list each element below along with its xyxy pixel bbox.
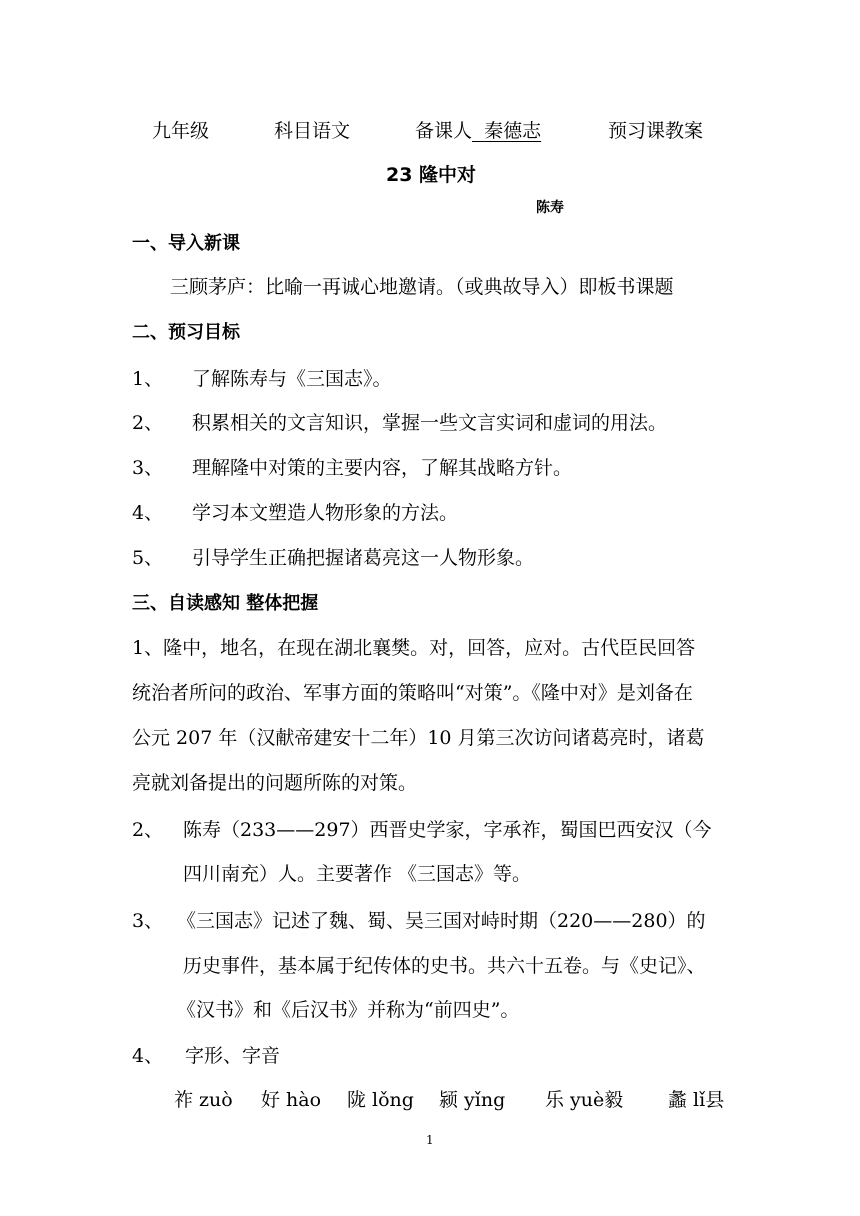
pinyin-4: 颍 yǐng — [439, 1089, 506, 1111]
header-preparer — [415, 116, 541, 143]
header-grade: 九年级 — [152, 120, 210, 142]
header-lesson-type: 预习课教案 — [608, 120, 704, 142]
goal-num-3: 3、 — [132, 457, 164, 479]
header-subject: 科目语文 — [274, 120, 351, 142]
goal-num-1: 1、 — [132, 368, 164, 390]
page-number: 1 — [426, 1133, 434, 1147]
s3-p1-line1: 1、隆中，地名，在现在湖北襄樊。对，回答，应对。古代臣民回答 — [132, 637, 696, 659]
pinyin-3: 陇 lǒng — [347, 1089, 414, 1111]
goal-text-2: 积累相关的文言知识，掌握一些文言实词和虚词的用法。 — [192, 412, 668, 434]
s3-item4-num: 4、 — [132, 1045, 164, 1067]
author: 陈寿 — [536, 200, 564, 216]
s3-p1-line4: 亮就刘备提出的问题所陈的对策。 — [132, 772, 418, 794]
goal-text-5: 引导学生正确把握诸葛亮这一人物形象。 — [192, 547, 535, 569]
pinyin-5: 乐 yuè毅 — [545, 1089, 624, 1111]
s3-item2-num: 2、 — [132, 819, 164, 841]
goal-num-2: 2、 — [132, 412, 164, 434]
pinyin-6: 蠡 lǐ县 — [668, 1089, 725, 1111]
preparer-label: 备课人 — [415, 120, 473, 142]
s3-item3-line1: 《三国志》记述了魏、蜀、吴三国对峙时期（220——280）的 — [177, 910, 706, 932]
preparer-name: 秦德志 — [484, 120, 542, 142]
section1-heading: 一、导入新课 — [132, 233, 240, 254]
s3-item2-line1: 陈寿（233——297）西晋史学家，字承祚，蜀国巴西安汉（今 — [183, 819, 712, 841]
s3-item3-line3: 《汉书》和《后汉书》并称为“前四史”。 — [177, 999, 520, 1021]
page-title: 23 隆中对 — [386, 164, 477, 186]
pinyin-2: 好 hào — [261, 1089, 322, 1111]
s3-p1-line2: 统治者所问的政治、军事方面的策略叫“对策”。《隆中对》是刘备在 — [132, 682, 693, 704]
s3-item2-line2: 四川南充）人。主要著作 《三国志》等。 — [183, 863, 532, 885]
goal-text-4: 学习本文塑造人物形象的方法。 — [192, 502, 459, 524]
s3-item3-num: 3、 — [132, 910, 164, 932]
s3-item4-text: 字形、字音 — [185, 1045, 281, 1067]
goal-text-1: 了解陈寿与《三国志》。 — [192, 368, 392, 390]
goal-text-3: 理解隆中对策的主要内容，了解其战略方针。 — [192, 457, 573, 479]
s3-p1-line3: 公元 207 年（汉献帝建安十二年）10 月第三次访问诸葛亮时，诸葛 — [132, 727, 705, 749]
s3-item3-line2: 历史事件，基本属于纪传体的史书。共六十五卷。与《史记》、 — [183, 955, 706, 977]
pinyin-1: 祚 zuò — [174, 1089, 233, 1111]
section1-text: 三顾茅庐：比喻一再诚心地邀请。（或典故导入）即板书课题 — [170, 276, 674, 298]
section3-heading: 三、自读感知 整体把握 — [132, 593, 319, 614]
goal-num-4: 4、 — [132, 502, 164, 524]
section2-heading: 二、预习目标 — [132, 322, 240, 343]
goal-num-5: 5、 — [132, 547, 164, 569]
